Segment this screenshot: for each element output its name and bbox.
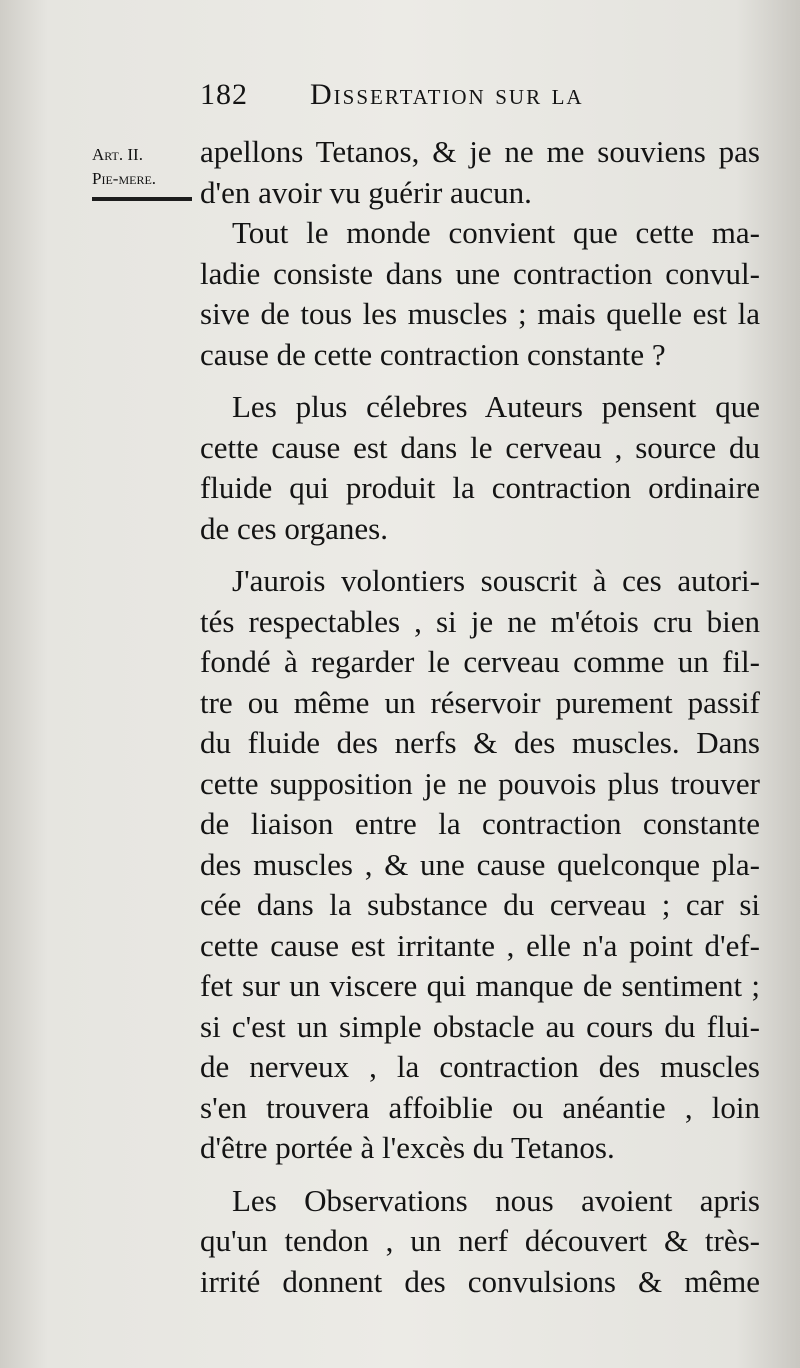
text-line: cette cause est irritante , elle n'a point d'ef- [200, 927, 760, 963]
text-line: si c'est un simple obstacle au cours du flui- [200, 1008, 760, 1044]
text-line: cée dans la substance du cerveau ; car si [200, 887, 760, 922]
text-line: tre ou même un réservoir purement passif [200, 684, 760, 720]
text-line: irrité donnent des convulsions & même [200, 1263, 760, 1299]
text-line: Les Observations nous avoient apris [232, 1182, 760, 1218]
text-line: fondé à regarder le cerveau comme un fil- [200, 644, 760, 679]
margin-rule [92, 197, 192, 201]
running-title: Dissertation sur la [310, 78, 584, 111]
text-line: Tout le monde convient que cette ma- [232, 215, 760, 250]
text-line: fluide qui produit la contraction ordinaire [200, 470, 760, 505]
text-line: ladie consiste dans une contraction convul- [200, 255, 760, 291]
page-header [200, 78, 760, 118]
text-line: cause de cette contraction constante ? [200, 336, 666, 372]
text-line: cette supposition je ne pouvois plus trouver [200, 765, 760, 801]
text-line: sive de tous les muscles ; mais quelle est la [200, 296, 760, 331]
body-text [200, 132, 760, 1302]
text-line: tés respectables , si je ne m'étois cru bien [200, 603, 760, 639]
margin-note-article: Art. II. [92, 145, 143, 164]
text-line: de ces organes. [200, 510, 388, 546]
text-line: J'aurois volontiers souscrit à ces autori- [232, 563, 760, 598]
text-line: qu'un tendon , un nerf découvert & très- [200, 1223, 760, 1258]
text-line: Les plus célebres Auteurs pensent que [232, 389, 760, 424]
text-line: de nerveux , la contraction des muscles [200, 1049, 760, 1084]
text-line: du fluide des nerfs & des muscles. Dans [200, 725, 760, 760]
margin-note-subject: Pie-mere. [92, 169, 157, 188]
text-line: d'être portée à l'excès du Tetanos. [200, 1130, 615, 1165]
text-line: cette cause est dans le cerveau , source du [200, 429, 760, 465]
text-line: apellons Tetanos, & je ne me souviens pas [200, 134, 760, 169]
text-line: de liaison entre la contraction constante [200, 806, 760, 841]
text-line: s'en trouvera affoiblie ou anéantie , loin [200, 1089, 760, 1125]
text-line: d'en avoir vu guérir aucun. [200, 174, 532, 210]
text-line: fet sur un viscere qui manque de sentiment ; [200, 968, 760, 1003]
text-line: des muscles , & une cause quelconque pla- [200, 846, 760, 882]
margin-note [92, 143, 196, 201]
page-number: 182 [200, 78, 248, 111]
